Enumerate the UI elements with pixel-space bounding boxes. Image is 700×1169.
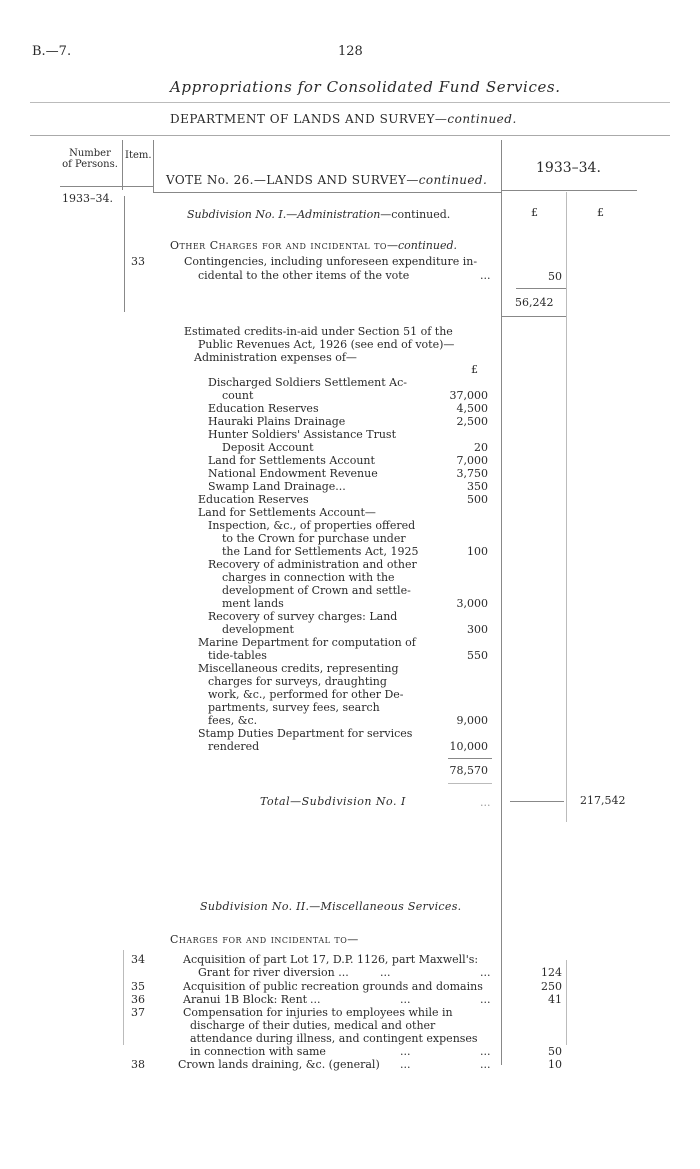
credit-text: Discharged Soldiers Settlement Ac- xyxy=(208,376,407,389)
credit-row xyxy=(198,493,498,506)
item-number-36: 36 xyxy=(131,993,145,1006)
credit-row xyxy=(198,480,498,493)
credit-row xyxy=(198,376,498,389)
credit-amount: 10,000 xyxy=(449,740,488,753)
leader-dots: ... xyxy=(480,269,491,282)
credit-row xyxy=(198,610,498,623)
item-36-amount: 41 xyxy=(548,993,562,1006)
leader-dots: ... xyxy=(400,1058,411,1071)
credit-amount: 500 xyxy=(467,493,488,506)
credit-amount: 4,500 xyxy=(456,402,488,415)
other-charges-continued: —continued. xyxy=(386,239,458,252)
credit-row xyxy=(198,402,498,415)
credit-amount: 3,750 xyxy=(456,467,488,480)
credit-amount: 100 xyxy=(467,545,488,558)
credits-intro-line-2: Public Revenues Act, 1926 (see end of vote)— xyxy=(198,338,455,351)
credits-list xyxy=(198,376,498,753)
credit-amount: 7,000 xyxy=(456,454,488,467)
credit-text: to the Crown for purchase under xyxy=(222,532,406,545)
subdivision-2-heading: Subdivision No. II.—Miscellaneous Services. xyxy=(200,900,462,913)
credit-text: Land for Settlements Account xyxy=(208,454,375,467)
credit-amount: 350 xyxy=(467,480,488,493)
credit-amount: 550 xyxy=(467,649,488,662)
credit-amount: 9,000 xyxy=(456,714,488,727)
credit-text: Education Reserves xyxy=(208,402,319,415)
credit-row xyxy=(198,623,498,636)
credit-text: ment lands xyxy=(222,597,284,610)
item-37-amount: 50 xyxy=(548,1045,562,1058)
item-38-line-1: Crown lands draining, &c. (general) xyxy=(178,1058,380,1071)
credit-text: Deposit Account xyxy=(222,441,314,454)
credit-text: National Endowment Revenue xyxy=(208,467,378,480)
department-heading xyxy=(170,112,517,126)
credit-row xyxy=(198,454,498,467)
credit-row xyxy=(198,740,498,753)
subdivision-1-total-label: Total—Subdivision No. I xyxy=(260,795,406,808)
credit-row xyxy=(198,506,498,519)
persons-year: 1933–34. xyxy=(62,192,113,205)
credit-text: development xyxy=(222,623,294,636)
credit-row xyxy=(198,415,498,428)
contingencies-amount: 50 xyxy=(548,270,562,283)
item-number-33: 33 xyxy=(131,255,145,268)
credit-row xyxy=(198,675,498,688)
item-37-line-2: discharge of their duties, medical and other xyxy=(190,1019,436,1032)
number-of-persons-header xyxy=(60,148,120,170)
charges-heading: Charges for and incidental to— xyxy=(170,933,359,946)
credit-text: fees, &c. xyxy=(208,714,258,727)
other-charges-heading xyxy=(170,239,457,252)
subdivision-1-total-amount: 217,542 xyxy=(580,794,626,807)
credit-text: Recovery of administration and other xyxy=(208,558,417,571)
department-name: DEPARTMENT OF LANDS AND SURVEY xyxy=(170,112,435,126)
page-title: Appropriations for Consolidated Fund Services. xyxy=(170,78,561,96)
credit-row xyxy=(198,662,498,675)
item-38-amount: 10 xyxy=(548,1058,562,1071)
credit-row xyxy=(198,727,498,740)
item-34-line-1: Acquisition of part Lot 17, D.P. 1126, part Maxwell's: xyxy=(183,953,479,966)
credit-text: development of Crown and settle- xyxy=(222,584,411,597)
credit-row xyxy=(198,571,498,584)
credit-text: the Land for Settlements Act, 1925 xyxy=(222,545,419,558)
credit-row xyxy=(198,428,498,441)
credit-text: Land for Settlements Account— xyxy=(198,506,376,519)
total-dots: ... xyxy=(480,796,491,809)
leader-dots: ... xyxy=(310,993,321,1006)
vote-title: VOTE No. 26.—LANDS AND SURVEY xyxy=(166,173,407,187)
credit-row xyxy=(198,558,498,571)
credit-amount: 20 xyxy=(474,441,488,454)
credit-row xyxy=(198,597,498,610)
credit-row xyxy=(198,584,498,597)
credit-text: Hauraki Plains Drainage xyxy=(208,415,346,428)
leader-dots: ... xyxy=(400,993,411,1006)
item-37-line-3: attendance during illness, and contingent expenses xyxy=(190,1032,478,1045)
credit-row xyxy=(198,688,498,701)
subdivision-1-continued: —continued. xyxy=(380,208,451,221)
contingencies-line-2: cidental to the other items of the vote xyxy=(198,269,410,282)
credit-text: Marine Department for computation of xyxy=(198,636,416,649)
vote-continued: —continued. xyxy=(406,173,488,187)
credit-text: charges in connection with the xyxy=(222,571,395,584)
subdivision-1-heading xyxy=(187,208,450,221)
credits-intro-line-1: Estimated credits-in-aid under Section 51 of the xyxy=(184,325,453,338)
vote-heading xyxy=(166,173,487,187)
credit-row xyxy=(198,467,498,480)
credit-text: rendered xyxy=(208,740,260,753)
credit-row xyxy=(198,545,498,558)
year-column-header: 1933–34. xyxy=(536,160,601,176)
credit-row xyxy=(198,701,498,714)
credit-text: tide-tables xyxy=(208,649,267,662)
item-37-line-1: Compensation for injuries to employees while in xyxy=(183,1006,453,1019)
credit-amount: 300 xyxy=(467,623,488,636)
item-34-line-2: Grant for river diversion ... xyxy=(198,966,349,979)
contingencies-line-1: Contingencies, including unforeseen expenditure in- xyxy=(184,255,478,268)
item-35-amount: 250 xyxy=(541,980,562,993)
credit-text: Swamp Land Drainage... xyxy=(208,480,346,493)
item-35-line-1: Acquisition of public recreation grounds and domains xyxy=(183,980,483,993)
document-reference: B.—7. xyxy=(32,44,72,59)
leader-dots: ... xyxy=(380,966,391,979)
credits-intro-line-3: Administration expenses of— xyxy=(194,351,357,364)
credit-amount: 37,000 xyxy=(449,389,488,402)
item-37-line-4: in connection with same xyxy=(190,1045,326,1058)
department-continued: —continued. xyxy=(434,112,517,126)
credit-row xyxy=(198,714,498,727)
credits-intro xyxy=(184,325,454,364)
credits-total: 78,570 xyxy=(449,764,488,777)
credit-row xyxy=(198,441,498,454)
item-number-38: 38 xyxy=(131,1058,145,1071)
credit-text: Education Reserves xyxy=(198,493,309,506)
credits-pound-sign: £ xyxy=(471,363,478,376)
item-number-34: 34 xyxy=(131,953,145,966)
number-persons-line-2: of Persons. xyxy=(62,159,118,170)
item-34-amount: 124 xyxy=(541,966,562,979)
pound-sign-2: £ xyxy=(597,206,604,219)
credit-row xyxy=(198,389,498,402)
credit-text: partments, survey fees, search xyxy=(208,701,380,714)
pound-sign-1: £ xyxy=(531,206,538,219)
credit-text: Inspection, &c., of properties offered xyxy=(208,519,416,532)
other-charges-title: Other Charges for and incidental to xyxy=(170,239,387,252)
page-number: 128 xyxy=(338,44,363,59)
credit-row xyxy=(198,649,498,662)
credit-row xyxy=(198,636,498,649)
number-persons-line-1: Number xyxy=(69,148,111,159)
item-header: Item. xyxy=(125,150,152,161)
item-number-37: 37 xyxy=(131,1006,145,1019)
credit-row xyxy=(198,532,498,545)
subdivision-1-subtotal: 56,242 xyxy=(515,296,554,309)
credit-row xyxy=(198,519,498,532)
leader-dots: ... xyxy=(400,1045,411,1058)
credit-text: charges for surveys, draughting xyxy=(208,675,387,688)
item-number-35: 35 xyxy=(131,980,145,993)
credit-text: count xyxy=(222,389,254,402)
credit-text: Hunter Soldiers' Assistance Trust xyxy=(208,428,396,441)
leader-dots: ... xyxy=(480,1045,491,1058)
leader-dots: ... xyxy=(480,966,491,979)
credit-amount: 3,000 xyxy=(456,597,488,610)
credit-amount: 2,500 xyxy=(456,415,488,428)
item-36-line-1: Aranui 1B Block: Rent xyxy=(183,993,308,1006)
credit-text: Recovery of survey charges: Land xyxy=(208,610,398,623)
credit-text: Stamp Duties Department for services xyxy=(198,727,413,740)
leader-dots: ... xyxy=(480,1058,491,1071)
credit-text: Miscellaneous credits, representing xyxy=(198,662,399,675)
credit-text: work, &c., performed for other De- xyxy=(208,688,404,701)
leader-dots: ... xyxy=(480,993,491,1006)
subdivision-1-title: Subdivision No. I.—Administration xyxy=(187,208,381,221)
